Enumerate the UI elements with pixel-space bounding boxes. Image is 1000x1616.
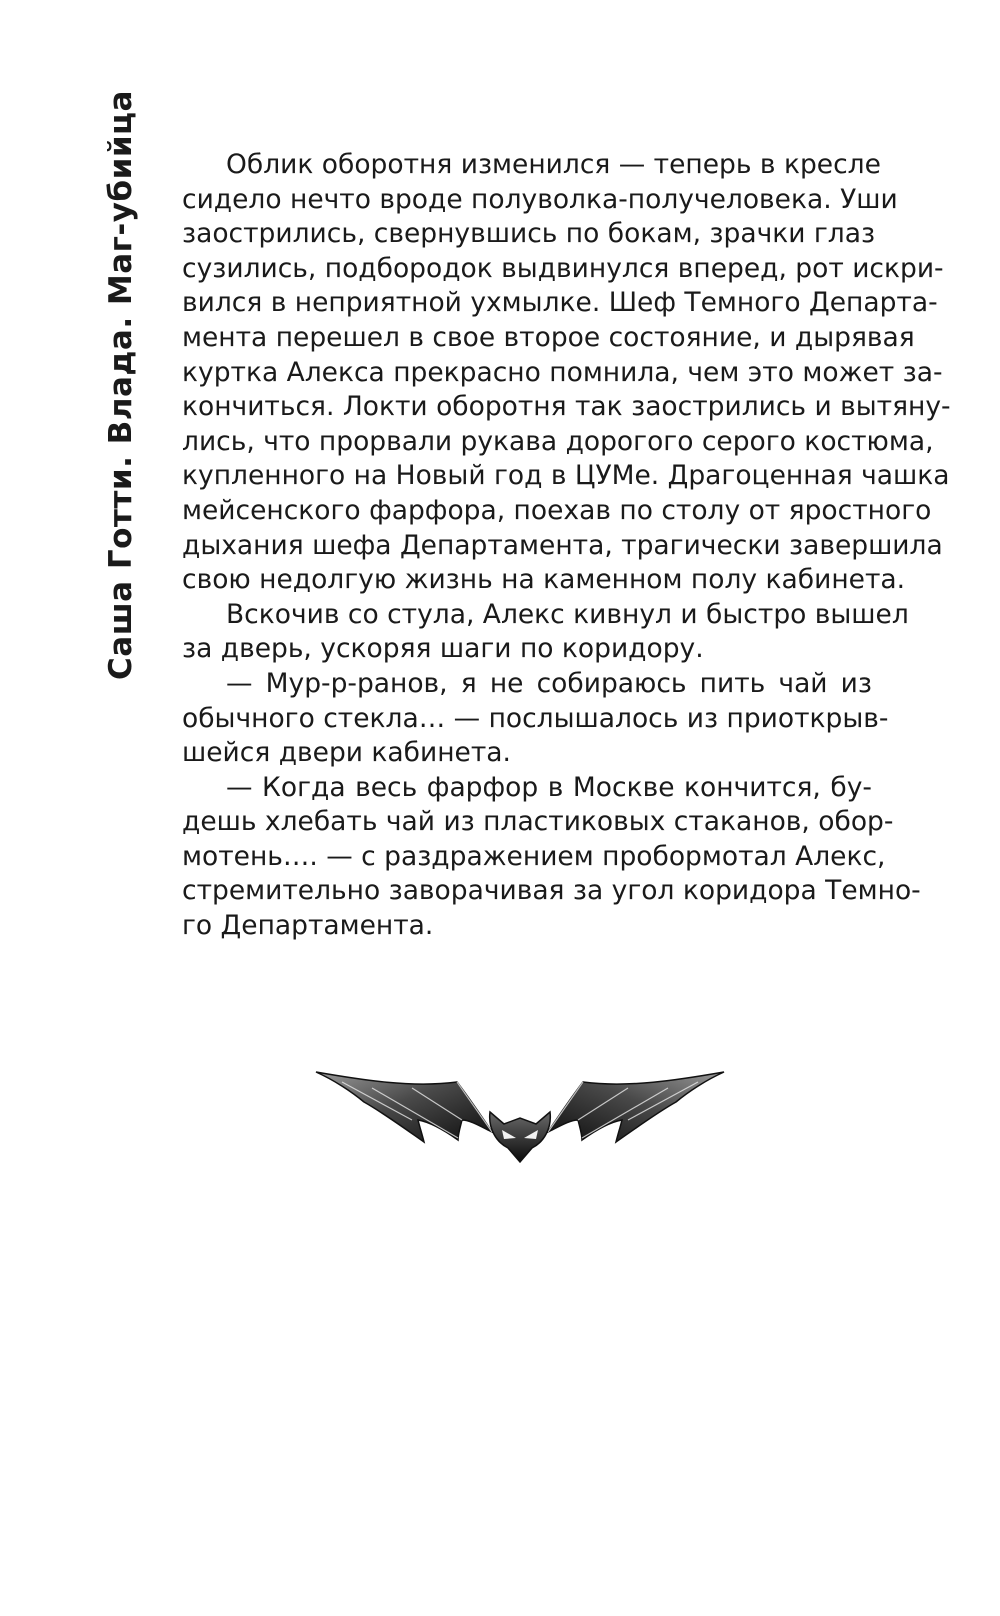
- bat-ornament: [312, 1068, 728, 1164]
- text-line: мента перешел в свое второе состояние, и дырявая: [182, 321, 915, 353]
- text-line: шейся двери кабинета.: [182, 737, 511, 769]
- text-line: мотень…. — с раздражением пробормотал Алекс,: [182, 840, 886, 872]
- text-line: заострились, свернувшись по бокам, зрачки глаз: [182, 218, 876, 250]
- text-line: Облик оборотня изменился — теперь в кресле: [226, 149, 881, 180]
- text-line: сидело нечто вроде полуволка-получеловека. Уши: [182, 183, 898, 215]
- text-line: сузились, подбородок выдвинулся вперед, рот искри-: [182, 252, 944, 284]
- text-line: купленного на Новый год в ЦУМе. Драгоценная чашка: [182, 460, 950, 492]
- text-line: мейсенского фарфора, поехав по столу от яростного: [182, 494, 932, 526]
- bat-icon: [312, 1068, 728, 1164]
- body-text: [182, 148, 951, 944]
- text-line: свою недолгую жизнь на каменном полу кабинета.: [182, 564, 906, 596]
- text-line: го Департамента.: [182, 910, 434, 942]
- text-line: вился в неприятной ухмылке. Шеф Темного Департа-: [182, 287, 938, 319]
- text-line: дешь хлебать чай из пластиковых стаканов, обор-: [182, 806, 894, 838]
- running-head-text: Саша Готти. Влада. Маг-убийца: [103, 90, 140, 680]
- text-line: кончиться. Локти оборотня так заострились и вытяну-: [182, 391, 951, 423]
- text-line: лись, что прорвали рукава дорогого серого костюма,: [182, 425, 934, 457]
- text-line: куртка Алекса прекрасно помнила, чем это может за-: [182, 356, 943, 388]
- text-line: дыхания шефа Департамента, трагически завершила: [182, 529, 943, 561]
- text-line: — Мур-р-ранов, я не собираюсь пить чай из: [226, 667, 872, 699]
- running-head: [91, 90, 151, 680]
- text-line: Вскочив со стула, Алекс кивнул и быстро вышел: [226, 598, 909, 630]
- text-line: стремительно заворачивая за угол коридора Темно-: [182, 875, 921, 907]
- text-line: обычного стекла… — послышалось из приоткрыв-: [182, 702, 889, 734]
- text-line: за дверь, ускоряя шаги по коридору.: [182, 633, 704, 665]
- text-line: — Когда весь фарфор в Москве кончится, бу-: [226, 771, 872, 803]
